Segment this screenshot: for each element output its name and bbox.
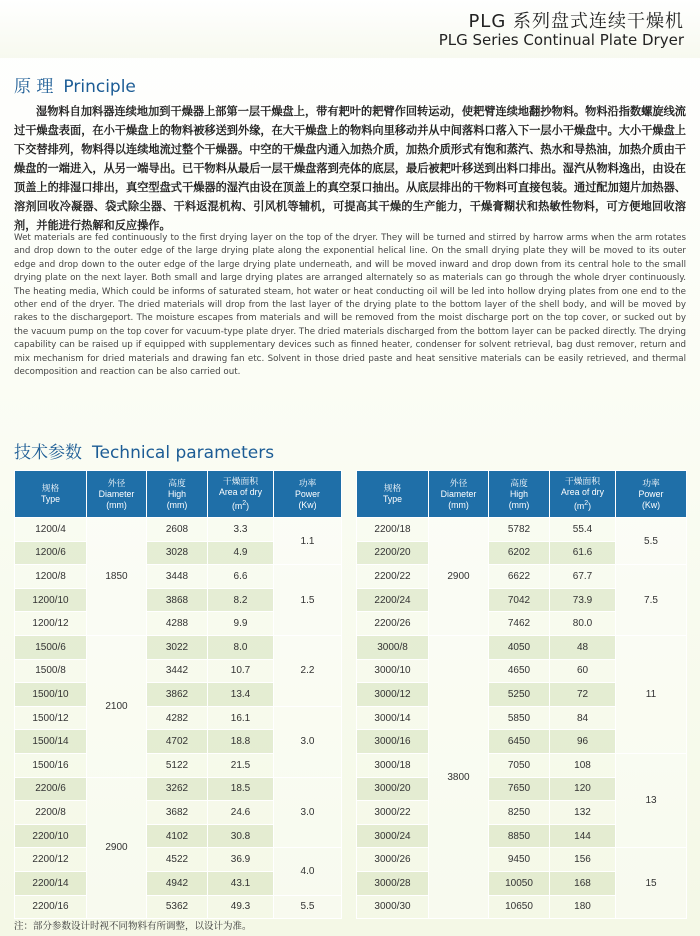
cell-type: 3000/16 [357,730,429,754]
page-title-cn: PLG 系列盘式连续干燥机 [468,11,684,32]
cell-high: 3862 [147,683,208,707]
cell-high: 3028 [147,541,208,565]
table-row [357,753,687,777]
cell-power: 1.5 [274,565,342,636]
footnote: 注：部分参数设计时视不同物料有所调整，以设计为准。 [14,921,252,932]
cell-diameter: 2100 [87,635,147,777]
cell-high: 4102 [147,824,208,848]
cell-high: 4282 [147,706,208,730]
table-row [15,635,342,659]
table-row [357,518,687,542]
cell-type: 3000/28 [357,871,429,895]
cell-type: 3000/22 [357,801,429,825]
cell-area: 80.0 [550,612,616,636]
principle-body-en: Wet materials are fed continuously to the first drying layer on the top of the dryer. They will be turned and stirred by harrow arms when the arm rotates and drop down to the outer edge of the large drying plate along the exponential helical line. On the small drying plate they will be moved to its outer edge and drop down to the outer edge of the large drying plate underneath, and will be moved inward and drop down from its central hole to the small drying plate on the next layer. Both small and large drying plates are arranged alternately so as materials can go through the whole dryer continuously. The heating media, Which could be informs of saturated steam, hot water or heat conducting oil will be led into hollow drying plates from one end to the other end of the dryer. The dried materials will drop from the last layer of the drying plate to the bottom layer of the shell body, and will be moved by rakes to the dischargeport. The moisture escapes from materials and will be removed from the moist discharge port on the top cover, or sucked out by the vacuum pump on the top cover for vacuum-type plate dryer. The dried materials discharged from the bottom layer can be packed directly. The drying capability can be raised up if equipped with supplementary devices such as finned heater, condenser for solvent retrieval, bag dust remover, return and mix mechanism for dried materials and drawing fan etc. Solvent in those dried paste and heat sensitive materials can be easily retrieved, and thermal decomposition and reaction can be also carried out. [14,233,686,378]
cell-high: 5250 [489,683,550,707]
cell-type: 2200/10 [15,824,87,848]
cell-high: 5850 [489,706,550,730]
cell-high: 10050 [489,871,550,895]
cell-diameter: 3800 [429,635,489,918]
table-row [15,895,342,919]
principle-heading-cn: 原 理 [14,77,54,97]
cell-type: 1500/14 [15,730,87,754]
cell-type: 3000/26 [357,848,429,872]
cell-high: 5782 [489,518,550,542]
cell-area: 55.4 [550,518,616,542]
cell-area: 73.9 [550,588,616,612]
cell-area: 36.9 [208,848,274,872]
cell-type: 1500/8 [15,659,87,683]
cell-type: 3000/8 [357,635,429,659]
cell-area: 61.6 [550,541,616,565]
cell-high: 8850 [489,824,550,848]
cell-area: 18.5 [208,777,274,801]
cell-area: 67.7 [550,565,616,589]
cell-type: 3000/24 [357,824,429,848]
spec-table-right [356,470,687,919]
cell-type: 2200/26 [357,612,429,636]
cell-power: 13 [616,753,687,847]
cell-type: 3000/20 [357,777,429,801]
cell-type: 2200/24 [357,588,429,612]
cell-high: 4050 [489,635,550,659]
cell-area: 18.8 [208,730,274,754]
cell-type: 2200/8 [15,801,87,825]
col-area: 干燥面积 Area of dry $(m^2)$ [208,471,274,518]
principle-heading-en: Principle [63,77,136,97]
table-row [15,565,342,589]
cell-area: 3.3 [208,518,274,542]
cell-high: 5122 [147,753,208,777]
cell-type: 3000/14 [357,706,429,730]
cell-high: 3262 [147,777,208,801]
cell-type: 3000/18 [357,753,429,777]
cell-high: 3868 [147,588,208,612]
cell-type: 1200/8 [15,565,87,589]
cell-high: 3448 [147,565,208,589]
cell-area: 49.3 [208,895,274,919]
cell-high: 4650 [489,659,550,683]
cell-type: 2200/20 [357,541,429,565]
cell-high: 6450 [489,730,550,754]
cell-area: 144 [550,824,616,848]
cell-high: 4288 [147,612,208,636]
cell-type: 3000/30 [357,895,429,919]
spec-table-header [15,471,342,518]
page-title-en: PLG Series Continual Plate Dryer [438,31,684,49]
cell-high: 2608 [147,518,208,542]
cell-area: 4.9 [208,541,274,565]
cell-diameter: 2900 [87,777,147,919]
table-row [15,706,342,730]
cell-high: 3442 [147,659,208,683]
col-type: 规格 Type [15,471,87,518]
cell-type: 1500/12 [15,706,87,730]
table-row [357,848,687,872]
cell-power: 5.5 [616,518,687,565]
cell-area: 13.4 [208,683,274,707]
cell-type: 2200/22 [357,565,429,589]
col-diameter: 外径 Diameter (mm) [87,471,147,518]
cell-high: 6202 [489,541,550,565]
cell-high: 4702 [147,730,208,754]
params-heading-cn: 技术参数 [14,443,82,463]
cell-area: 30.8 [208,824,274,848]
table-row [15,518,342,542]
cell-area: 8.2 [208,588,274,612]
cell-type: 1200/12 [15,612,87,636]
cell-power: 3.0 [274,777,342,848]
cell-type: 2200/16 [15,895,87,919]
cell-area: 6.6 [208,565,274,589]
cell-power: 7.5 [616,565,687,636]
cell-area: 16.1 [208,706,274,730]
cell-high: 3682 [147,801,208,825]
cell-power: 1.1 [274,518,342,565]
cell-high: 7650 [489,777,550,801]
cell-high: 9450 [489,848,550,872]
col-high: 高度 High (mm) [147,471,208,518]
cell-area: 48 [550,635,616,659]
cell-high: 8250 [489,801,550,825]
cell-power: 5.5 [274,895,342,919]
cell-area: 120 [550,777,616,801]
cell-high: 4522 [147,848,208,872]
cell-high: 3022 [147,635,208,659]
col-power: 功率 Power (Kw) [274,471,342,518]
table-row [357,565,687,589]
cell-area: 180 [550,895,616,919]
cell-type: 1200/4 [15,518,87,542]
cell-area: 168 [550,871,616,895]
principle-heading [14,72,136,97]
cell-high: 6622 [489,565,550,589]
cell-type: 1500/6 [15,635,87,659]
cell-high: 7050 [489,753,550,777]
cell-diameter: 2900 [429,518,489,636]
cell-diameter: 1850 [87,518,147,636]
cell-type: 1500/16 [15,753,87,777]
cell-power: 15 [616,848,687,919]
cell-high: 5362 [147,895,208,919]
col-power: 功率 Power (Kw) [616,471,687,518]
spec-table-header [357,471,687,518]
cell-type: 1200/10 [15,588,87,612]
cell-area: 43.1 [208,871,274,895]
cell-power: 3.0 [274,706,342,777]
cell-type: 3000/10 [357,659,429,683]
table-row [357,635,687,659]
col-high: 高度 High (mm) [489,471,550,518]
col-area: 干燥面积 Area of dry $(m^2)$ [550,471,616,518]
cell-area: 132 [550,801,616,825]
cell-high: 10650 [489,895,550,919]
cell-power: 2.2 [274,635,342,706]
cell-area: 24.6 [208,801,274,825]
cell-type: 3000/12 [357,683,429,707]
cell-area: 10.7 [208,659,274,683]
table-row [15,848,342,872]
cell-type: 1200/6 [15,541,87,565]
cell-type: 2200/6 [15,777,87,801]
cell-area: 84 [550,706,616,730]
cell-area: 9.9 [208,612,274,636]
cell-high: 4942 [147,871,208,895]
cell-area: 108 [550,753,616,777]
params-heading-en: Technical parameters [92,443,275,463]
col-type: 规格 Type [357,471,429,518]
cell-high: 7042 [489,588,550,612]
cell-area: 60 [550,659,616,683]
cell-area: 21.5 [208,753,274,777]
cell-power: 11 [616,635,687,753]
cell-type: 2200/14 [15,871,87,895]
cell-type: 2200/12 [15,848,87,872]
cell-high: 7462 [489,612,550,636]
cell-area: 96 [550,730,616,754]
cell-area: 156 [550,848,616,872]
params-heading [14,438,274,463]
cell-power: 4.0 [274,848,342,895]
cell-type: 2200/18 [357,518,429,542]
cell-area: 72 [550,683,616,707]
principle-body-cn: 湿物料自加料器连续地加到干燥器上部第一层干燥盘上，带有耙叶的耙臂作回转运动，使耙臂连续地翻抄物料。物料沿指数螺旋线流过干燥盘表面，在小干燥盘上的物料被移送到外缘，在大干燥盘上的物料向里移动并从中间落料口落入下一层小干燥盘中。大小干燥盘上下交替排列，物料得以连续地流过整个干燥器。中空的干燥盘内通入加热介质，加热介质形式有饱和蒸汽、热水和导热油，加热介质由干燥盘的一端进入，从另一端导出。已干物料从最后一层干燥盘落到壳体的底层，最后被耙叶移送到出料口排出。湿汽从物料逸出，由设在顶盖上的排湿口排出，真空型盘式干燥器的湿汽由设在顶盖上的真空泵口抽出。从底层排出的干物料可直接包装。通过配加翅片加热器、溶剂回收冷凝器、袋式除尘器、干料返混机构、引风机等辅机，可提高其干燥的生产能力，干燥膏糊状和热敏性物料，可方便地回收溶剂，并能进行热解和反应操作。 [14,105,686,232]
table-row [15,777,342,801]
col-diameter: 外径 Diameter (mm) [429,471,489,518]
spec-table-left [14,470,342,919]
cell-area: 8.0 [208,635,274,659]
cell-type: 1500/10 [15,683,87,707]
